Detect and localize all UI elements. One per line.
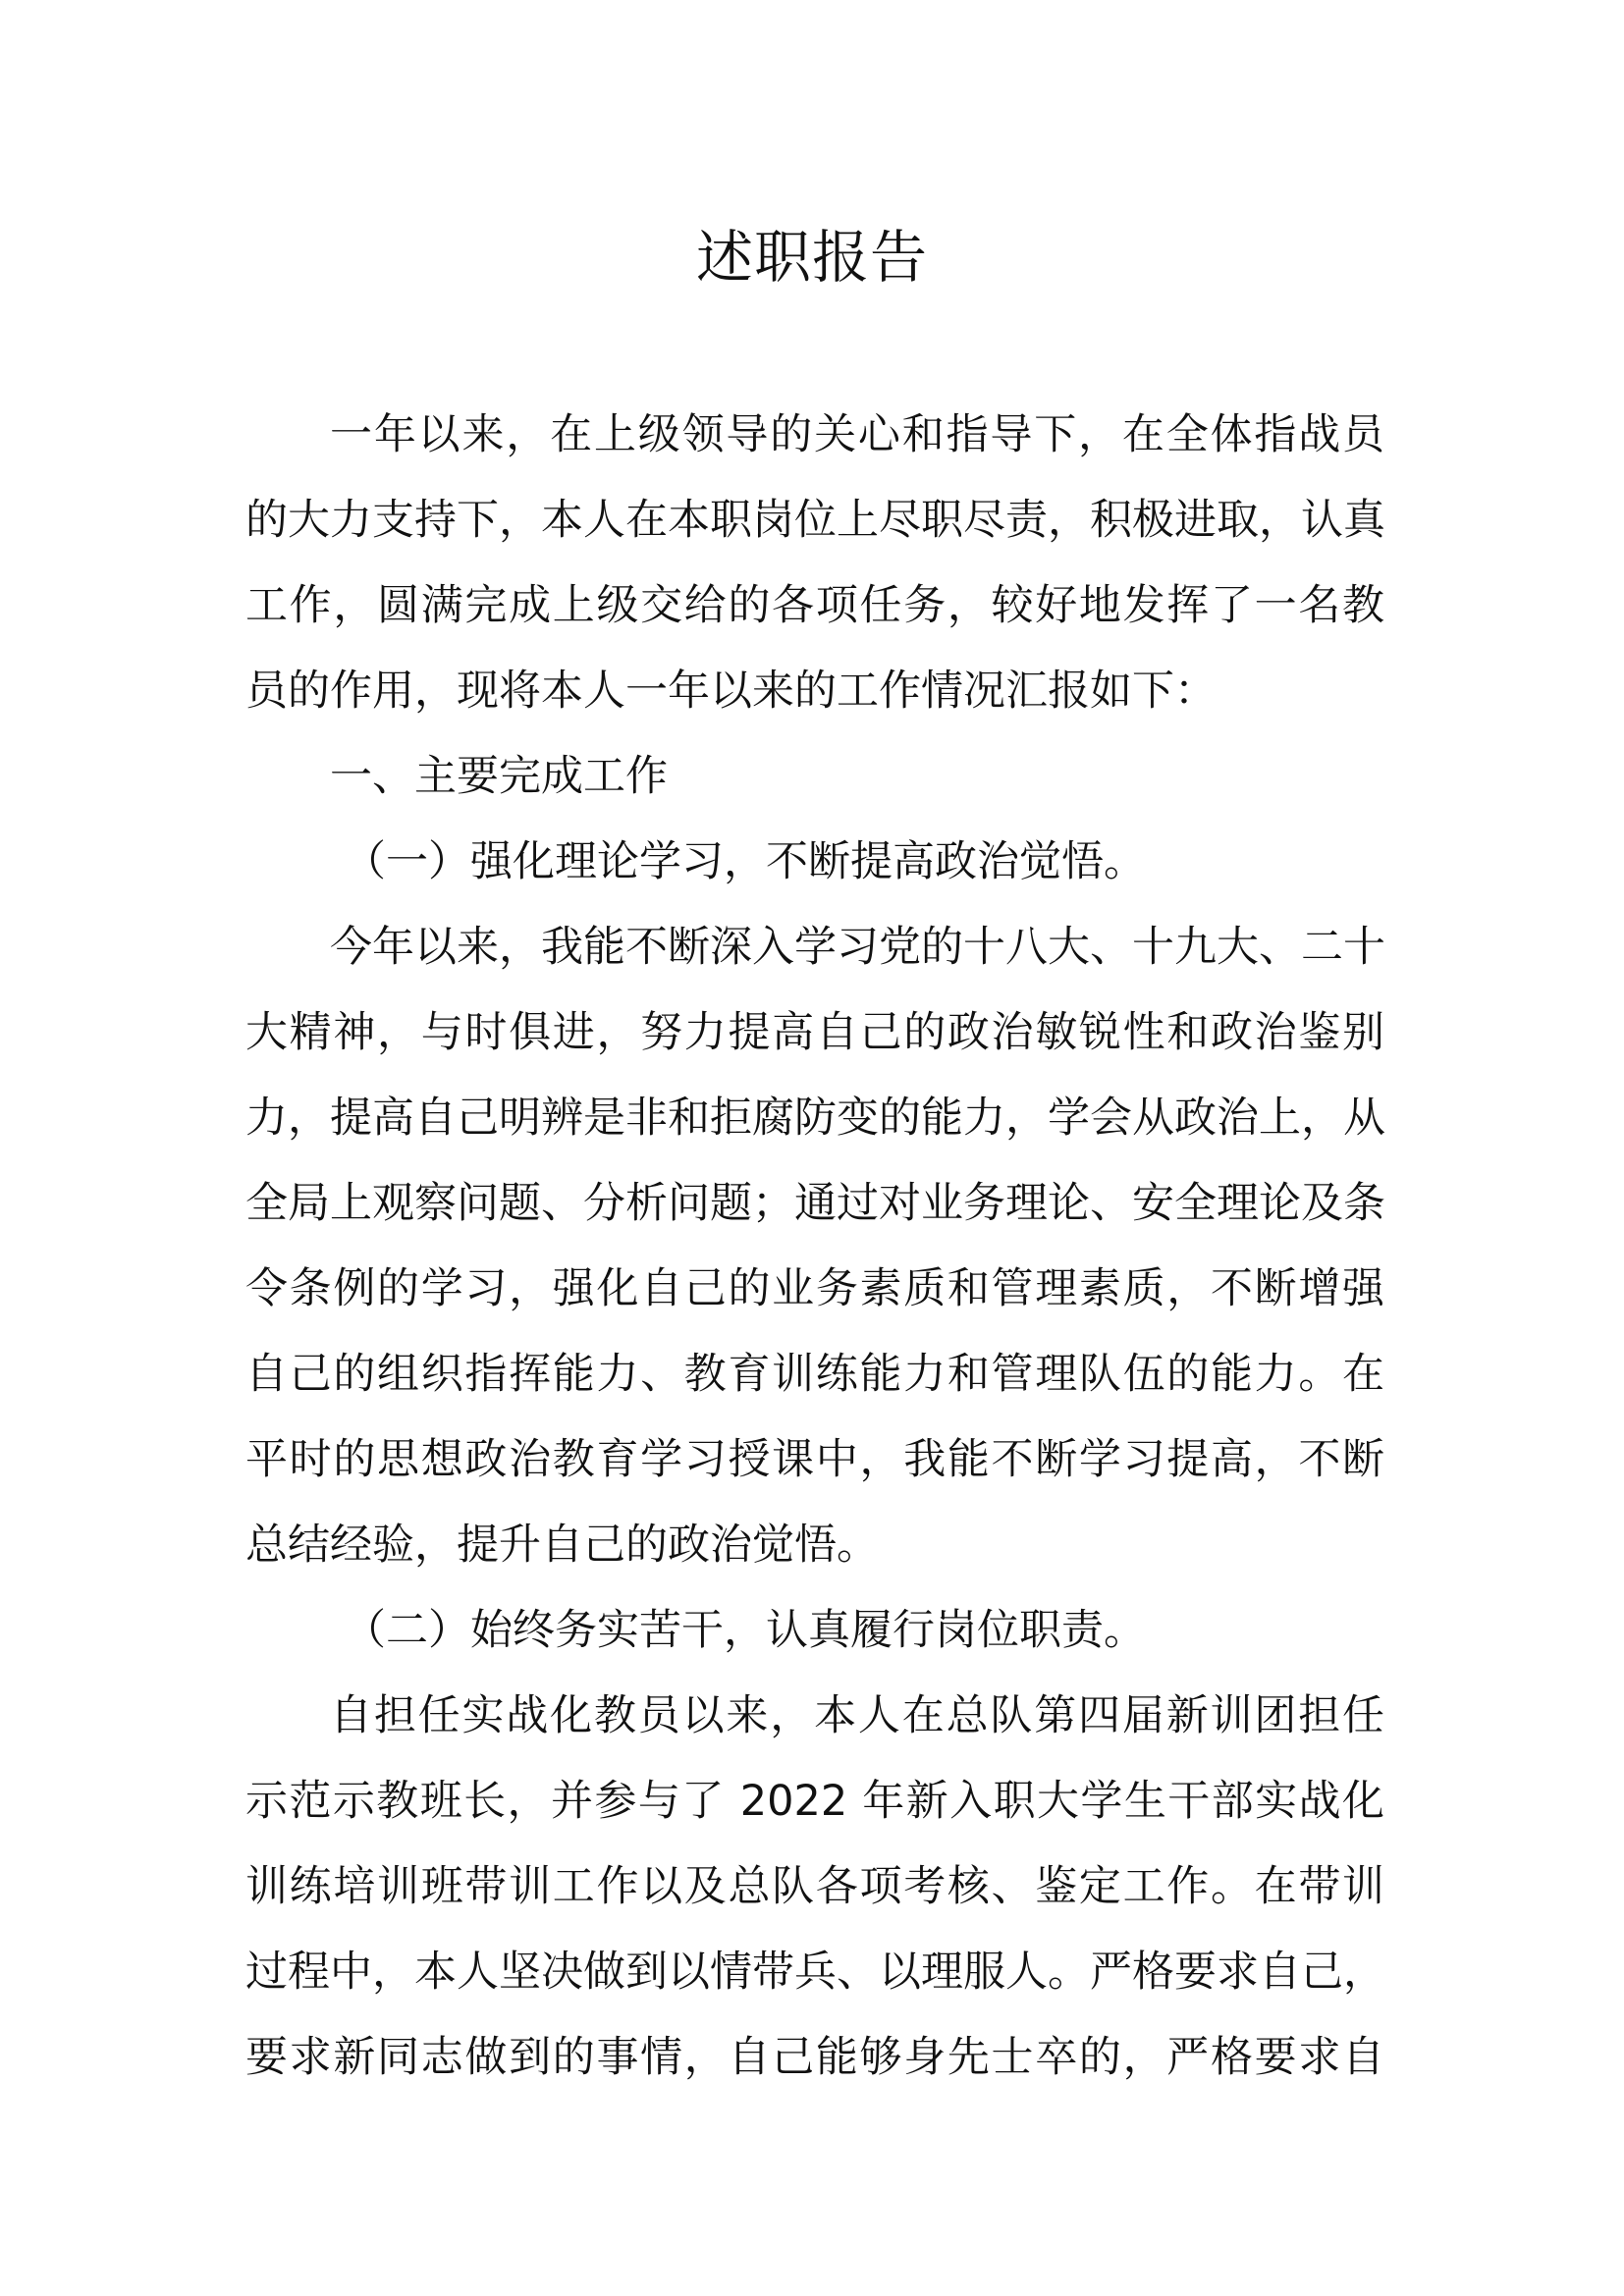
paragraph-line: 示范示教班长，并参与了 2022 年新入职大学生干部实战化 [245,1777,1384,1826]
paragraph-line: 自己的组织指挥能力、教育训练能力和管理队伍的能力。在 [245,1350,1384,1399]
paragraph-line: 的大力支持下，本人在本职岗位上尽职尽责，积极进取，认真 [245,496,1385,545]
paragraph-line: 令条例的学习，强化自己的业务素质和管理素质，不断增强 [245,1264,1384,1313]
paragraph-line: 工作，圆满完成上级交给的各项任务，较好地发挥了一名教 [245,581,1384,630]
document-body [245,393,1384,2101]
document-title: 述职报告 [695,224,928,291]
paragraph-line: 总结经验，提升自己的政治觉悟。 [245,1521,879,1570]
paragraph-line: 训练培训班带训工作以及总队各项考核、鉴定工作。在带训 [245,1862,1384,1911]
paragraph-line: 今年以来，我能不断深入学习党的十八大、十九大、二十 [330,923,1385,972]
paragraph-line: 一年以来，在上级领导的关心和指导下，在全体指战员 [330,410,1384,459]
paragraph-line: 要求新同志做到的事情，自己能够身先士卒的，严格要求自 [245,2033,1384,2082]
paragraph-line: 过程中，本人坚决做到以情带兵、以理服人。严格要求自己， [245,1948,1385,1997]
subsection-heading: （二）始终务实苦干，认真履行岗位职责。 [344,1606,1146,1655]
paragraph-line: 自担任实战化教员以来，本人在总队第四届新训团担任 [330,1691,1384,1740]
paragraph-line: 力，提高自己明辨是非和拒腐防变的能力，学会从政治上，从 [245,1094,1385,1143]
paragraph-line: 大精神，与时俱进，努力提高自己的政治敏锐性和政治鉴别 [245,1008,1384,1057]
section-heading: 一、主要完成工作 [330,752,668,801]
paragraph-line: 全局上观察问题、分析问题；通过对业务理论、安全理论及条 [245,1179,1385,1228]
paragraph-line: 员的作用，现将本人一年以来的工作情况汇报如下： [245,667,1217,716]
paragraph-line: 平时的思想政治教育学习授课中，我能不断学习提高，不断 [245,1435,1384,1484]
subsection-heading: （一）强化理论学习，不断提高政治觉悟。 [344,837,1146,886]
